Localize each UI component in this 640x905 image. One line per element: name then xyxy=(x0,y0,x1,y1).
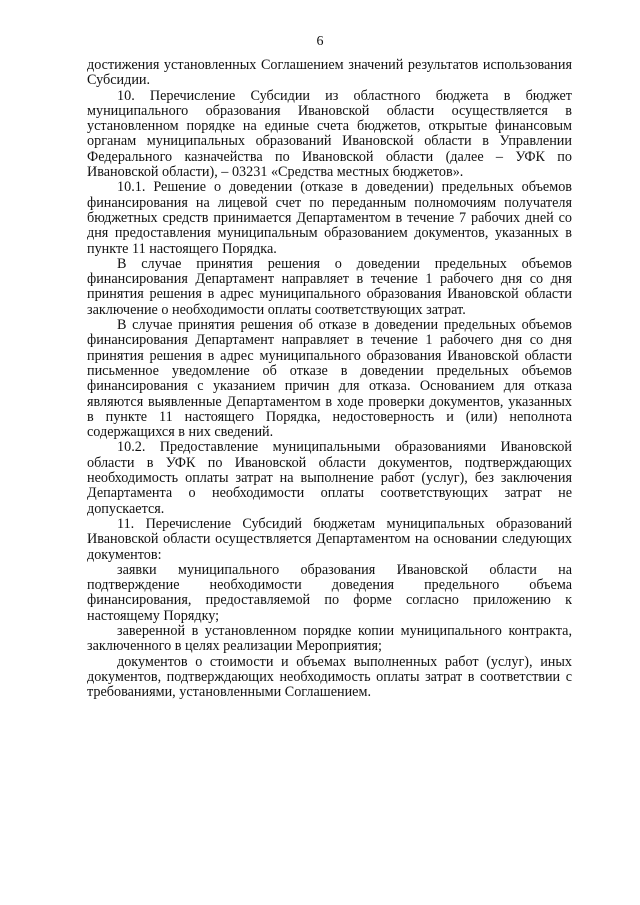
paragraph-refusal-case: В случае принятия решения об отказе в доведении предельных объемов финансирования Департамент направляет в течение 1 рабочего дня со дня принятия решения в адрес муниципального образования Ивановской области письменное уведомление об отказе в доведении предельных объемов финансирования с указанием причин для отказа. Основанием для отказа являются выявленные Департаментом в ходе проверки документов, указанных в пункте 11 настоящего Порядка, недостоверность и (или) неполнота содержащихся в них сведений. xyxy=(87,317,572,441)
document-body xyxy=(87,58,572,700)
paragraph-item-11: 11. Перечисление Субсидий бюджетам муниципальных образований Ивановской области осуществляется Департаментом на основании следующих документов: xyxy=(87,515,572,563)
paragraph-item-10-1: 10.1. Решение о доведении (отказе в доведении) предельных объемов финансирования на лицевой счет по переданным полномочиям получателя бюджетных средств принимается Департаментом в течение 7 рабочих дней со дня предоставления муниципальным образованием документов, указанных в пункте 11 настоящего Порядка. xyxy=(87,179,572,257)
paragraph-doc-cost: документов о стоимости и объемах выполненных работ (услуг), иных документов, подтверждающих необходимость оплаты затрат в соответствии с требованиями, установленными Соглашением. xyxy=(87,653,572,701)
paragraph-approval-case: В случае принятия решения о доведении предельных объемов финансирования Департамент направляет в течение 1 рабочего дня со дня принятия решения в адрес муниципального образования Ивановской области заключение о необходимости оплаты соответствующих затрат. xyxy=(87,255,572,318)
paragraph-item-10: 10. Перечисление Субсидии из областного бюджета в бюджет муниципального образования Ивановской области осуществляется в установленном порядке на единые счета бюджетов, открытые финансовым органам муниципальных образований Ивановской области в Управлении Федерального казначейства по Ивановской области (далее – УФК по Ивановской области), – 03231 «Средства местных бюджетов». xyxy=(87,87,572,181)
paragraph-doc-application: заявки муниципального образования Ивановской области на подтверждение необходимости доведения предельного объема финансирования, предоставляемой по форме согласно приложению к настоящему Порядку; xyxy=(87,561,572,624)
paragraph-continuation: достижения установленных Соглашением значений результатов использования Субсидии. xyxy=(87,57,572,89)
page-number: 6 xyxy=(316,34,324,49)
paragraph-item-10-2: 10.2. Предоставление муниципальными образованиями Ивановской области в УФК по Ивановской области документов, подтверждающих необходимость оплаты затрат на выполнение работ (услуг), без заключения Департамента о необходимости оплаты соответствующих затрат не допускается. xyxy=(87,439,572,517)
paragraph-doc-contract: заверенной в установленном порядке копии муниципального контракта, заключенного в целях реализации Мероприятия; xyxy=(87,622,572,655)
